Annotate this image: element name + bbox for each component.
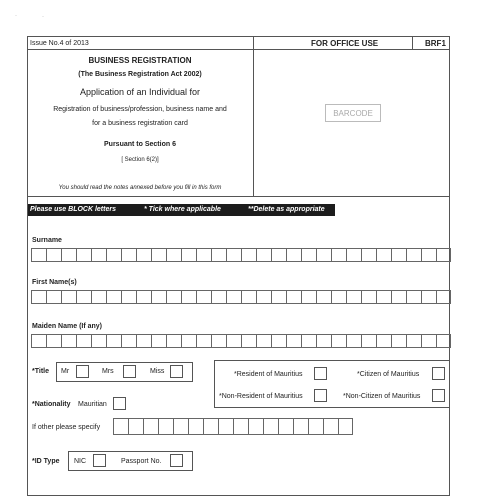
mauritian-checkbox[interactable] (113, 397, 126, 410)
character-cell[interactable] (173, 418, 188, 435)
character-cell[interactable] (76, 290, 91, 304)
character-cell[interactable] (376, 334, 391, 348)
maiden-name-label: Maiden Name (If any) (32, 323, 103, 330)
citizen-checkbox[interactable] (432, 367, 445, 380)
character-cell[interactable] (226, 248, 241, 262)
character-cell[interactable] (436, 290, 451, 304)
character-cell[interactable] (31, 334, 46, 348)
residency-group (214, 360, 450, 408)
first-names-field[interactable] (31, 290, 451, 304)
character-cell[interactable] (391, 290, 406, 304)
character-cell[interactable] (293, 418, 308, 435)
character-cell[interactable] (406, 248, 421, 262)
id-type-label: *ID Type (32, 458, 60, 465)
nationality-option-mauritian: Mauritian (78, 401, 107, 408)
title-mrs-checkbox[interactable] (123, 365, 136, 378)
instructions-bar (28, 204, 335, 216)
character-cell[interactable] (316, 248, 331, 262)
character-cell[interactable] (316, 290, 331, 304)
character-cell[interactable] (136, 290, 151, 304)
character-cell[interactable] (256, 334, 271, 348)
character-cell[interactable] (106, 290, 121, 304)
character-cell[interactable] (376, 248, 391, 262)
character-cell[interactable] (136, 248, 151, 262)
character-cell[interactable] (421, 248, 436, 262)
character-cell[interactable] (241, 290, 256, 304)
character-cell[interactable] (301, 248, 316, 262)
character-cell[interactable] (301, 290, 316, 304)
character-cell[interactable] (196, 248, 211, 262)
character-cell[interactable] (31, 290, 46, 304)
form-title: BUSINESS REGISTRATION (88, 56, 192, 65)
character-cell[interactable] (233, 418, 248, 435)
character-cell[interactable] (136, 334, 151, 348)
character-cell[interactable] (151, 290, 166, 304)
character-cell[interactable] (226, 290, 241, 304)
barcode-placeholder: BARCODE (325, 104, 381, 122)
delete-instruction: **Delete as appropriate (248, 206, 325, 213)
character-cell[interactable] (151, 248, 166, 262)
character-cell[interactable] (128, 418, 143, 435)
character-cell[interactable] (113, 418, 128, 435)
character-cell[interactable] (338, 418, 353, 435)
non-citizen-checkbox[interactable] (432, 389, 445, 402)
character-cell[interactable] (46, 334, 61, 348)
first-names-label: First Name(s) (32, 279, 77, 286)
character-cell[interactable] (256, 248, 271, 262)
character-cell[interactable] (391, 248, 406, 262)
character-cell[interactable] (346, 334, 361, 348)
character-cell[interactable] (301, 334, 316, 348)
scan-mark: · (42, 14, 44, 20)
character-cell[interactable] (271, 290, 286, 304)
character-cell[interactable] (61, 248, 76, 262)
character-cell[interactable] (436, 334, 451, 348)
character-cell[interactable] (166, 290, 181, 304)
character-cell[interactable] (196, 334, 211, 348)
character-cell[interactable] (331, 334, 346, 348)
notes-instruction: You should read the notes annexed before you fill in this form (58, 185, 222, 191)
character-cell[interactable] (121, 248, 136, 262)
scan-mark: · (15, 13, 17, 19)
header-bottom-divider (27, 196, 450, 197)
character-cell[interactable] (308, 418, 323, 435)
block-letters-instruction: Please use BLOCK letters (30, 206, 116, 213)
character-cell[interactable] (121, 334, 136, 348)
resident-checkbox[interactable] (314, 367, 327, 380)
form-code: BRF1 (425, 39, 446, 48)
section-label: [ Section 6(2)] (121, 157, 159, 163)
pursuant-label: Pursuant to Section 6 (104, 141, 176, 148)
character-cell[interactable] (61, 334, 76, 348)
title-label: *Title (32, 368, 49, 375)
character-cell[interactable] (436, 248, 451, 262)
nationality-label: *Nationality (32, 401, 71, 408)
character-cell[interactable] (263, 418, 278, 435)
character-cell[interactable] (181, 290, 196, 304)
character-cell[interactable] (286, 290, 301, 304)
character-cell[interactable] (181, 248, 196, 262)
character-cell[interactable] (248, 418, 263, 435)
character-cell[interactable] (211, 290, 226, 304)
character-cell[interactable] (346, 290, 361, 304)
character-cell[interactable] (361, 248, 376, 262)
character-cell[interactable] (46, 248, 61, 262)
surname-field[interactable] (31, 248, 451, 262)
surname-label: Surname (32, 237, 62, 244)
title-mr-checkbox[interactable] (76, 365, 89, 378)
character-cell[interactable] (361, 334, 376, 348)
character-cell[interactable] (211, 248, 226, 262)
character-cell[interactable] (278, 418, 293, 435)
character-cell[interactable] (406, 290, 421, 304)
character-cell[interactable] (143, 418, 158, 435)
title-option-mrs: Mrs (102, 368, 114, 375)
character-cell[interactable] (76, 248, 91, 262)
character-cell[interactable] (286, 248, 301, 262)
character-cell[interactable] (271, 248, 286, 262)
resident-label: *Resident of Mauritius (234, 371, 303, 378)
tick-instruction: * Tick where applicable (144, 206, 221, 213)
character-cell[interactable] (211, 334, 226, 348)
id-option-nic: NIC (74, 458, 87, 465)
form-act: (The Business Registration Act 2002) (78, 71, 202, 78)
maiden-name-field[interactable] (31, 334, 451, 348)
character-cell[interactable] (391, 334, 406, 348)
title-option-miss: Miss (150, 368, 165, 375)
character-cell[interactable] (196, 290, 211, 304)
other-nationality-label: If other please specify (32, 424, 101, 431)
character-cell[interactable] (271, 334, 286, 348)
passport-checkbox[interactable] (170, 454, 183, 467)
non-resident-checkbox[interactable] (314, 389, 327, 402)
office-use-label: FOR OFFICE USE (311, 39, 379, 48)
character-cell[interactable] (151, 334, 166, 348)
character-cell[interactable] (76, 334, 91, 348)
character-cell[interactable] (406, 334, 421, 348)
purpose-line-2: for a business registration card (92, 120, 188, 127)
character-cell[interactable] (226, 334, 241, 348)
character-cell[interactable] (218, 418, 233, 435)
character-cell[interactable] (91, 248, 106, 262)
non-resident-label: *Non-Resident of Mauritius (219, 393, 303, 400)
character-cell[interactable] (241, 334, 256, 348)
header-divider (27, 49, 450, 50)
character-cell[interactable] (166, 248, 181, 262)
character-cell[interactable] (203, 418, 218, 435)
character-cell[interactable] (181, 334, 196, 348)
other-nationality-field[interactable] (113, 418, 353, 435)
character-cell[interactable] (421, 334, 436, 348)
character-cell[interactable] (256, 290, 271, 304)
application-heading: Application of an Individual for (79, 87, 201, 97)
office-use-divider (253, 36, 254, 196)
character-cell[interactable] (376, 290, 391, 304)
issue-number: Issue No.4 of 2013 (30, 40, 89, 47)
character-cell[interactable] (166, 334, 181, 348)
citizen-label: *Citizen of Mauritius (357, 371, 420, 378)
character-cell[interactable] (46, 290, 61, 304)
character-cell[interactable] (121, 290, 136, 304)
character-cell[interactable] (61, 290, 76, 304)
character-cell[interactable] (31, 248, 46, 262)
character-cell[interactable] (188, 418, 203, 435)
character-cell[interactable] (361, 290, 376, 304)
character-cell[interactable] (106, 334, 121, 348)
character-cell[interactable] (91, 334, 106, 348)
purpose-line-1: Registration of business/profession, business name and (53, 106, 227, 113)
character-cell[interactable] (346, 248, 361, 262)
title-option-mr: Mr (61, 368, 70, 375)
nic-checkbox[interactable] (93, 454, 106, 467)
character-cell[interactable] (106, 248, 121, 262)
character-cell[interactable] (158, 418, 173, 435)
character-cell[interactable] (331, 248, 346, 262)
character-cell[interactable] (331, 290, 346, 304)
title-miss-checkbox[interactable] (170, 365, 183, 378)
character-cell[interactable] (286, 334, 301, 348)
id-option-passport: Passport No. (121, 458, 162, 465)
form-code-divider (412, 36, 413, 49)
non-citizen-label: *Non-Citizen of Mauritius (343, 393, 421, 400)
character-cell[interactable] (241, 248, 256, 262)
character-cell[interactable] (421, 290, 436, 304)
character-cell[interactable] (316, 334, 331, 348)
character-cell[interactable] (323, 418, 338, 435)
character-cell[interactable] (91, 290, 106, 304)
